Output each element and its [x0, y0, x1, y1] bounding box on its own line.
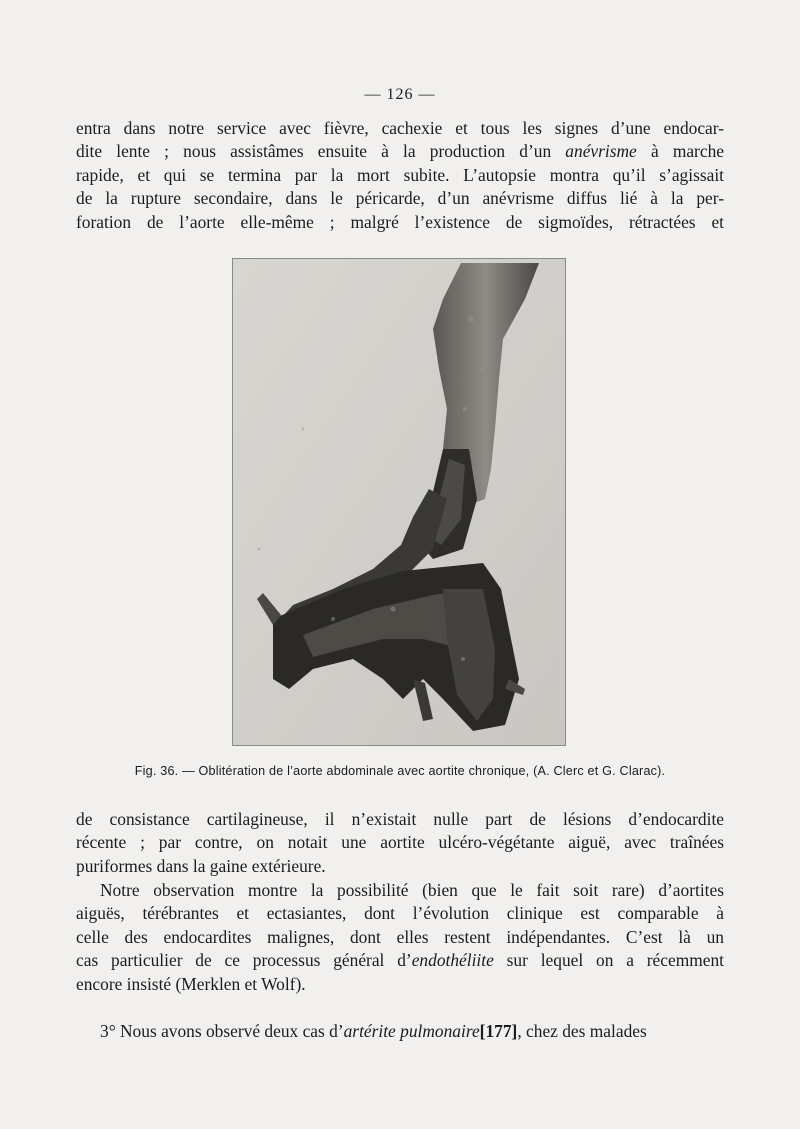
text-line [76, 926, 724, 949]
text-span: récente ; par contre, on notait une aortite ulcéro-végétante aiguë, avec traînées [76, 832, 724, 853]
text-span: de la rupture secondaire, dans le péricarde, d’un anévrisme diffus lié à la per- [76, 188, 724, 209]
text-span: Notre observation montre la possibilité (bien que le fait soit rare) d’aortites [100, 880, 724, 900]
text-span: aiguës, térébrantes et ectasiantes, dont l’évolution clinique est comparable à [76, 903, 724, 924]
italic-term: artérite pulmonaire [343, 1021, 480, 1041]
paragraph-1 [76, 117, 724, 234]
text-span: de consistance cartilagineuse, il n’existait nulle part de lésions d’endocardite [76, 809, 724, 829]
figure-photograph [232, 258, 566, 746]
aorta-specimen-illustration [233, 259, 565, 745]
italic-term: anévrisme [565, 141, 637, 162]
text-span: dite lente ; nous assistâmes ensuite à la production d’un [76, 141, 566, 162]
text-line [76, 879, 724, 902]
text-span: entra dans notre service avec fièvre, cachexie et tous les signes d’une endocar- [76, 118, 724, 138]
paragraph-3 [76, 879, 724, 996]
text-span: cas particulier de ce processus général d’ [76, 950, 412, 971]
text-line [76, 831, 724, 854]
text-span: rapide, et qui se termina par la mort subite. L’autopsie montra qu’il s’agissait [76, 164, 724, 185]
text-span: sur lequel on a récemment [493, 950, 725, 971]
italic-term: endothéliite [411, 950, 494, 971]
text-span: , chez des malades [517, 1021, 647, 1041]
text-line [76, 1020, 724, 1043]
text-line [76, 140, 724, 163]
text-span: à marche [636, 141, 724, 162]
text-span: 3° Nous avons observé deux cas d’ [100, 1021, 344, 1041]
text-line [76, 949, 724, 972]
text-line [76, 117, 724, 140]
text-line [76, 973, 724, 996]
text-line [76, 855, 724, 878]
page-number: — 126 — [364, 86, 436, 103]
text-span: foration de l’aorte elle-même ; malgré l’existence de sigmoïdes, rétractées et [76, 211, 724, 232]
text-span: celle des endocardites malignes, dont elles restent indépendantes. C’est là un [76, 926, 724, 947]
text-span: puriformes dans la gaine extérieure. [76, 855, 326, 876]
reference-number: [177] [479, 1021, 518, 1041]
paragraph-2 [76, 808, 724, 878]
text-line [76, 902, 724, 925]
text-span: encore insisté (Merklen et Wolf). [76, 973, 306, 994]
text-line [76, 211, 724, 234]
text-line [76, 164, 724, 187]
text-line [76, 187, 724, 210]
text-line [76, 808, 724, 831]
paragraph-4 [76, 1020, 724, 1043]
figure-caption: Fig. 36. — Oblitération de l’aorte abdominale avec aortite chronique, (A. Clerc et G. Clarac). [134, 764, 666, 778]
